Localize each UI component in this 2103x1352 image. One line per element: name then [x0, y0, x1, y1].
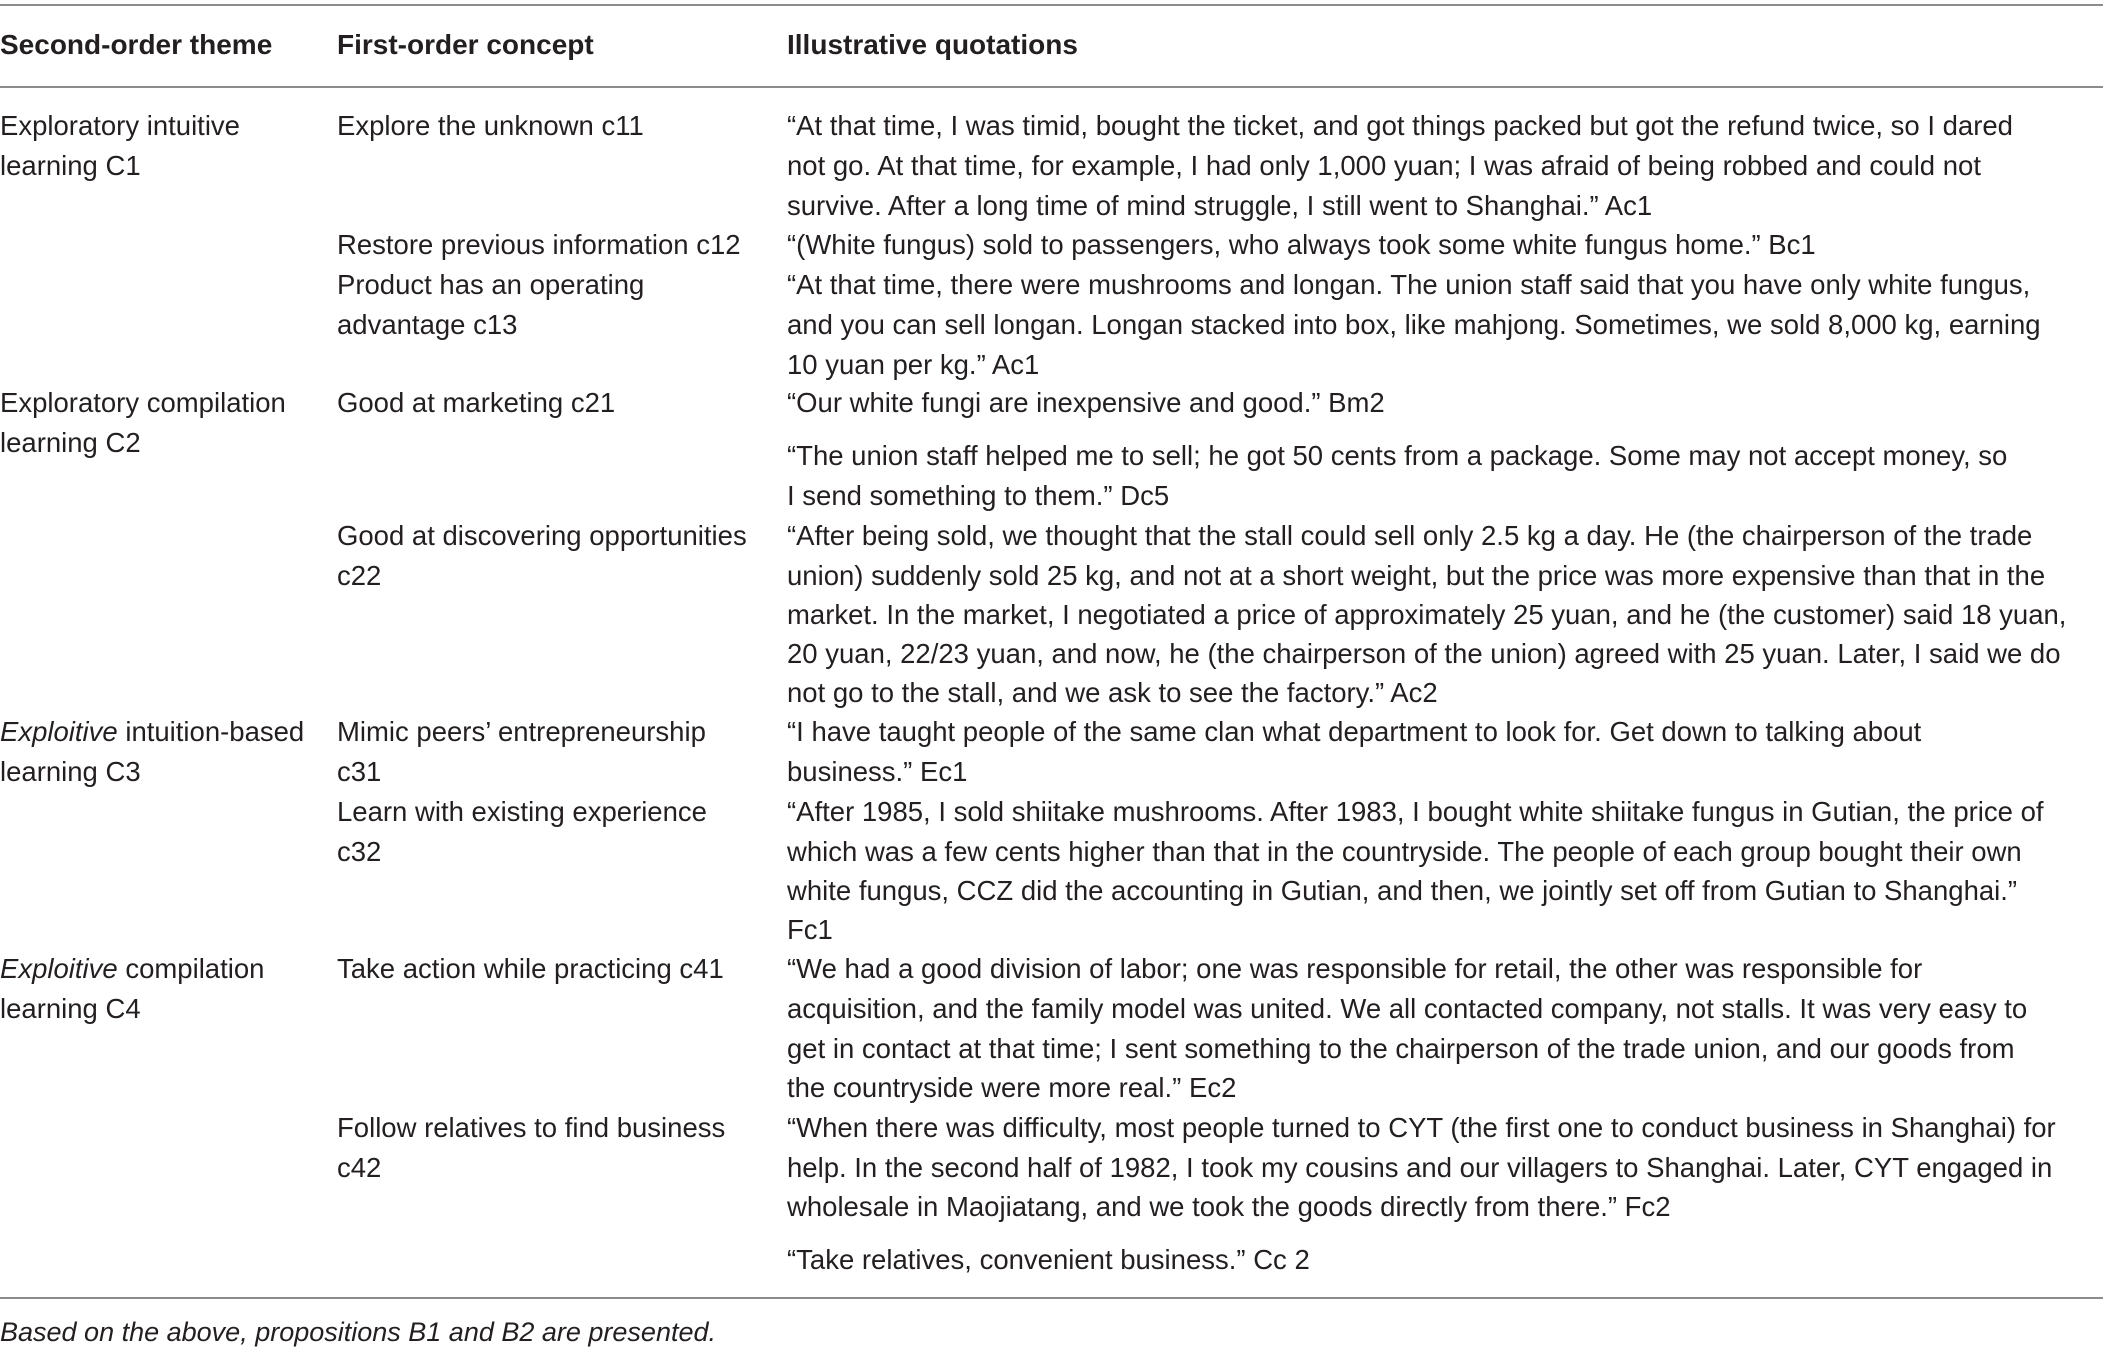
quote-line: business.” Ec1 [787, 756, 968, 787]
quote-line: Fc1 [787, 914, 833, 945]
quote-line: 20 yuan, 22/23 yuan, and now, he (the chairperson of the union) agreed with 25 yuan. Later, I said we do [787, 638, 2061, 669]
quote-line: wholesale in Maojiatang, and we took the goods directly from there.” Fc2 [787, 1191, 1671, 1222]
quote-line: 10 yuan per kg.” Ac1 [787, 349, 1040, 380]
quote-line: “The union staff helped me to sell; he got 50 cents from a package. Some may not accept money, so [787, 440, 2008, 471]
theme-c2-line1: Exploratory compilation [0, 387, 286, 418]
theme-c4-line2: learning C4 [0, 993, 141, 1024]
header-second-order-theme: Second-order theme [0, 29, 273, 60]
header-illustrative-quotations: Illustrative quotations [787, 29, 1078, 60]
quote-line: not go to the stall, and we ask to see the factory.” Ac2 [787, 677, 1438, 708]
theme-c1-line2: learning C1 [0, 150, 141, 181]
concept-c11: Explore the unknown c11 [337, 110, 644, 141]
quote-line: survive. After a long time of mind struggle, I still went to Shanghai.” Ac1 [787, 190, 1653, 221]
concept-c42-line1: Follow relatives to find business [337, 1112, 726, 1143]
quote-line: “Take relatives, convenient business.” Cc 2 [787, 1244, 1310, 1275]
quote-line: “After 1985, I sold shiitake mushrooms. After 1983, I bought white shiitake fungus in Gutian, the price of [787, 796, 2044, 827]
concept-c22-line2: c22 [337, 560, 382, 591]
quote-line: which was a few cents higher than that in the countryside. The people of each group bought their own [787, 836, 2022, 867]
concept-c13-line2: advantage c13 [337, 309, 518, 340]
header-first-order-concept: First-order concept [337, 29, 594, 60]
quote-line: the countryside were more real.” Ec2 [787, 1072, 1237, 1103]
table-footnote: Based on the above, propositions B1 and B2 are presented. [0, 1317, 717, 1347]
concept-c31-line1: Mimic peers’ entrepreneurship [337, 716, 706, 747]
table-bottom-rule [0, 1297, 2103, 1299]
theme-c2-line2: learning C2 [0, 427, 141, 458]
quote-line: market. In the market, I negotiated a price of approximately 25 yuan, and he (the customer) said 18 yuan, [787, 599, 2067, 630]
header-rule [0, 86, 2103, 88]
quote-line: white fungus, CCZ did the accounting in Gutian, and then, we jointly set off from Gutian to Shanghai.” [787, 875, 2018, 906]
quote-line: not go. At that time, for example, I had only 1,000 yuan; I was afraid of being robbed and could not [787, 150, 1981, 181]
quote-line: acquisition, and the family model was united. We all contacted company, not stalls. It was very easy to [787, 993, 2028, 1024]
concept-c21: Good at marketing c21 [337, 387, 616, 418]
theme-c1-line1: Exploratory intuitive [0, 110, 240, 141]
quote-line: “I have taught people of the same clan what department to look for. Get down to talking about [787, 716, 1922, 747]
concept-c32-line2: c32 [337, 836, 382, 867]
quote-line: “When there was difficulty, most people turned to CYT (the first one to conduct business in Shanghai) for [787, 1112, 2056, 1143]
quote-line: “We had a good division of labor; one was responsible for retail, the other was responsible for [787, 953, 1923, 984]
theme-c4-line1 [0, 949, 264, 989]
theme-c3-line1 [0, 712, 304, 752]
theme-c4-emphasis: Exploitive [0, 953, 118, 984]
quote-line: “At that time, I was timid, bought the ticket, and got things packed but got the refund twice, so I dared [787, 110, 2013, 141]
concept-c41: Take action while practicing c41 [337, 953, 724, 984]
concept-c42-line2: c42 [337, 1152, 382, 1183]
quote-line: “(White fungus) sold to passengers, who always took some white fungus home.” Bc1 [787, 229, 1816, 260]
quote-line: get in contact at that time; I sent something to the chairperson of the trade union, and our goods from [787, 1033, 2015, 1064]
theme-c4-rest: compilation [117, 953, 265, 984]
quote-line: and you can sell longan. Longan stacked into box, like mahjong. Sometimes, we sold 8,000 kg, earning [787, 309, 2041, 340]
concept-c31-line2: c31 [337, 756, 382, 787]
quote-line: “After being sold, we thought that the stall could sell only 2.5 kg a day. He (the chairperson of the trade [787, 520, 2033, 551]
theme-c3-emphasis: Exploitive [0, 716, 118, 747]
concept-c13-line1: Product has an operating [337, 269, 645, 300]
table-top-rule [0, 4, 2103, 6]
quote-line: I send something to them.” Dc5 [787, 480, 1170, 511]
quote-line: “At that time, there were mushrooms and longan. The union staff said that you have only white fungus, [787, 269, 2031, 300]
theme-c3-line2: learning C3 [0, 756, 141, 787]
theme-c3-rest: intuition-based [117, 716, 305, 747]
concept-c22-line1: Good at discovering opportunities [337, 520, 747, 551]
quote-line: help. In the second half of 1982, I took my cousins and our villagers to Shanghai. Later, CYT engaged in [787, 1152, 2053, 1183]
quote-line: union) suddenly sold 25 kg, and not at a short weight, but the price was more expensive than that in the [787, 560, 2046, 591]
concept-c32-line1: Learn with existing experience [337, 796, 707, 827]
quote-line: “Our white fungi are inexpensive and good.” Bm2 [787, 387, 1385, 418]
concept-c12: Restore previous information c12 [337, 229, 741, 260]
